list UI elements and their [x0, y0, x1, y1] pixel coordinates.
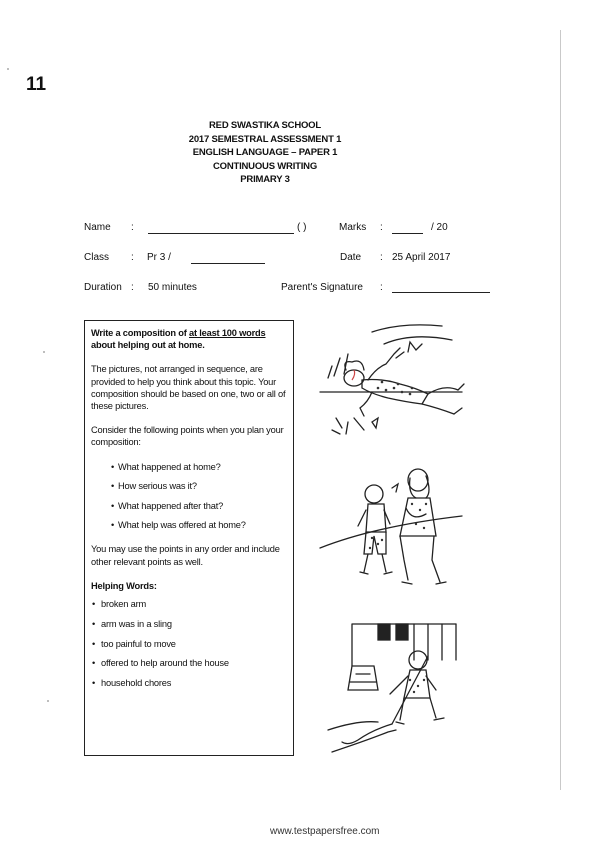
name-colon: : — [131, 222, 134, 233]
task-statement — [91, 327, 288, 351]
signature-field[interactable] — [392, 292, 490, 293]
register-number-field[interactable]: ( ) — [297, 222, 307, 233]
signature-colon: : — [380, 282, 383, 293]
date-value: 25 April 2017 — [392, 252, 451, 263]
signature-label: Parent's Signature — [281, 282, 363, 293]
pictures-note: The pictures, not arranged in sequence, are provided to help you think about this topic. Your composition should be based on one, two or all of these pictures. — [91, 364, 286, 412]
page-edge-line — [560, 30, 561, 790]
word-count-emphasis: at least 100 words — [189, 328, 266, 338]
scan-speck — [7, 68, 9, 70]
task-suffix: about helping out at home. — [91, 340, 205, 351]
boy-mopping-picture — [318, 620, 468, 758]
boy-and-mother-picture — [316, 464, 466, 594]
list-item: • broken arm — [91, 598, 288, 610]
level-title: PRIMARY 3 — [240, 174, 290, 185]
date-label: Date — [340, 252, 362, 263]
school-name: RED SWASTIKA SCHOOL — [209, 120, 321, 131]
list-item: • What happened at home? — [91, 461, 288, 473]
class-label: Class — [84, 252, 110, 263]
task-prefix: Write a composition of — [91, 328, 190, 338]
subject-title: ENGLISH LANGUAGE – PAPER 1 — [192, 147, 338, 158]
helping-words-list — [91, 598, 288, 689]
marks-label: Marks — [339, 222, 367, 233]
class-value: Pr 3 / — [147, 252, 171, 263]
marks-total: / 20 — [431, 222, 448, 233]
class-colon: : — [131, 252, 134, 263]
marks-colon: : — [380, 222, 383, 233]
instructions-box — [84, 320, 294, 756]
guiding-points — [91, 461, 288, 532]
date-colon: : — [380, 252, 383, 263]
list-item: • household chores — [91, 677, 288, 689]
list-item: • too painful to move — [91, 638, 288, 650]
name-label: Name — [84, 222, 111, 233]
exam-header — [140, 119, 390, 187]
scan-speck — [47, 700, 49, 702]
paper-title: CONTINUOUS WRITING — [212, 160, 318, 172]
exam-title: 2017 SEMESTRAL ASSESSMENT 1 — [188, 133, 342, 145]
list-item: • offered to help around the house — [91, 657, 288, 669]
scan-speck — [43, 351, 45, 353]
footer-url: www.testpapersfree.com — [270, 826, 380, 837]
list-item: • What happened after that? — [91, 500, 288, 512]
order-note: You may use the points in any order and include other relevant points as well. — [91, 544, 280, 567]
helping-words-title: Helping Words: — [91, 580, 157, 591]
class-field[interactable] — [191, 263, 265, 264]
duration-colon: : — [131, 282, 134, 293]
list-item: • What help was offered at home? — [91, 519, 288, 531]
duration-value: 50 minutes — [148, 282, 197, 293]
list-item: • How serious was it? — [91, 480, 288, 492]
name-field[interactable] — [148, 233, 294, 234]
consider-points: Consider the following points when you plan your composition: — [91, 425, 284, 448]
list-item: • arm was in a sling — [91, 618, 288, 630]
duration-label: Duration — [84, 282, 122, 293]
falling-woman-picture — [312, 318, 472, 446]
marks-field[interactable] — [392, 233, 423, 234]
page-number: 11 — [26, 74, 47, 95]
